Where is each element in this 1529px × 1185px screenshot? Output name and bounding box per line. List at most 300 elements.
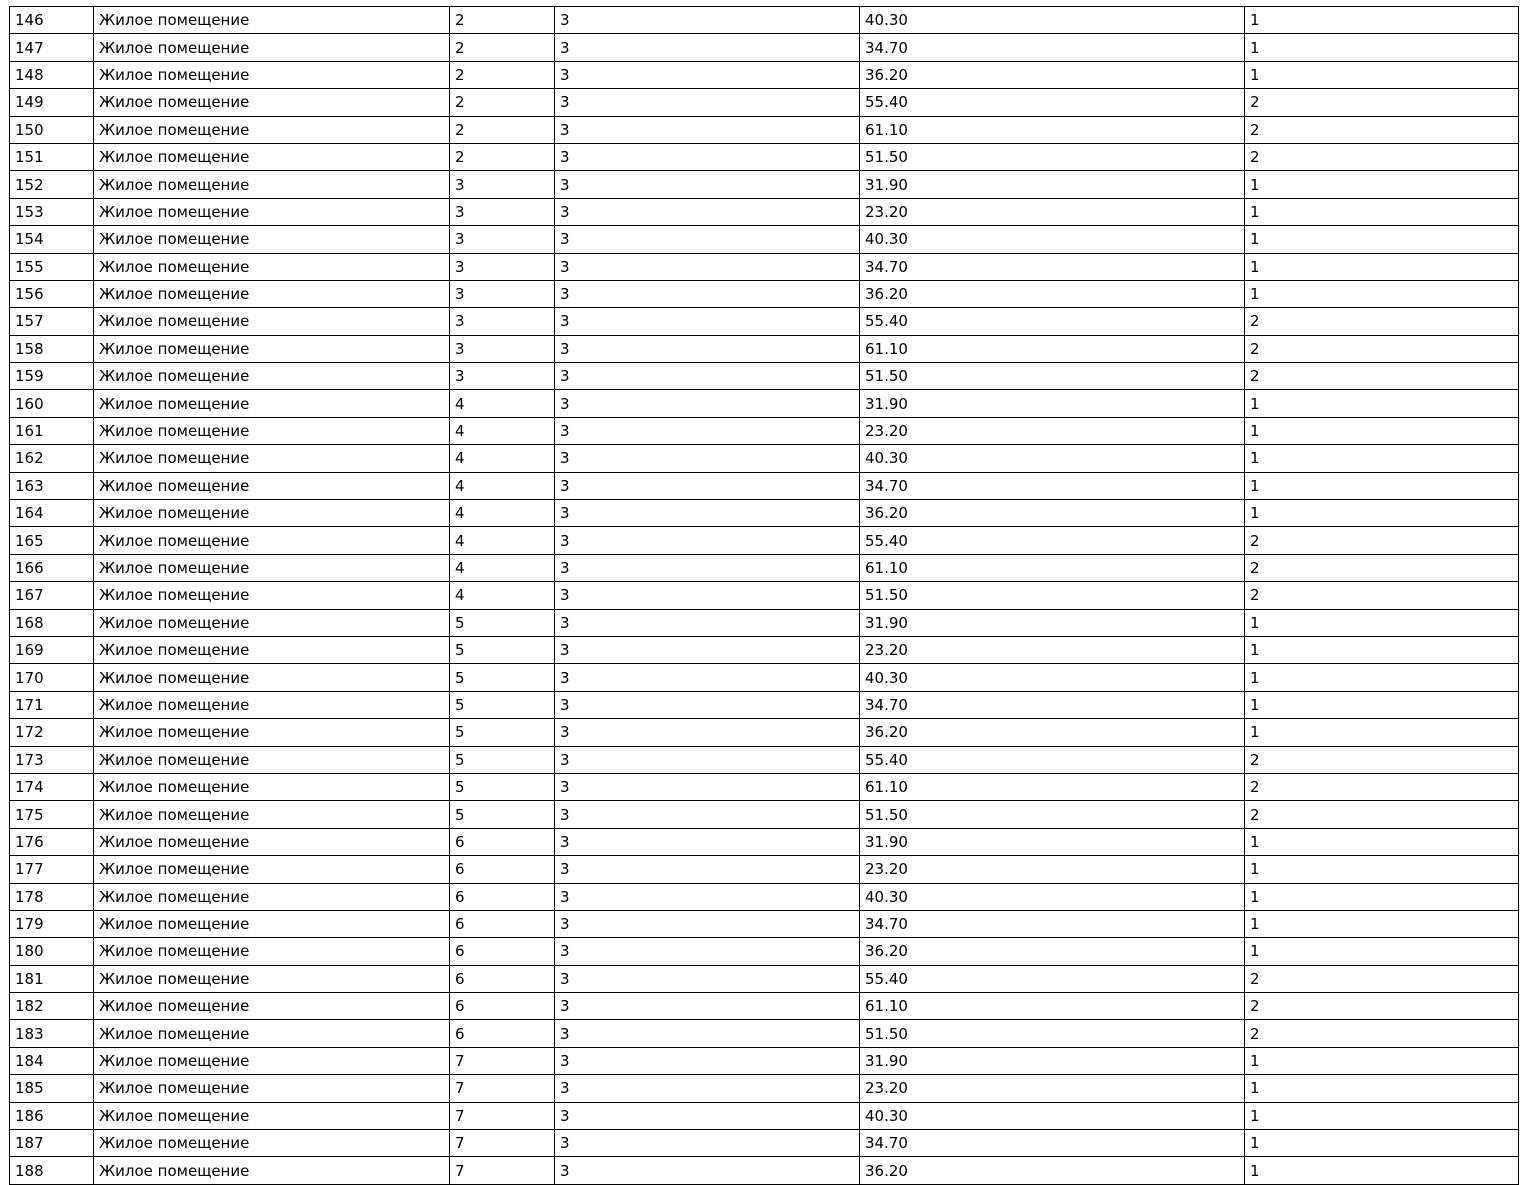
cell-num: 181 [10,965,94,992]
table-row [10,938,1519,965]
cell-type: Жилое помещение [94,143,450,170]
cell-rooms: 1 [1245,1102,1519,1129]
cell-area: 36.20 [860,61,1245,88]
cell-num: 148 [10,61,94,88]
cell-num: 186 [10,1102,94,1129]
cell-floor: 6 [450,993,555,1020]
cell-type: Жилое помещение [94,883,450,910]
cell-num: 174 [10,773,94,800]
cell-num: 179 [10,910,94,937]
cell-area: 40.30 [860,7,1245,34]
cell-rooms: 2 [1245,116,1519,143]
cell-num: 151 [10,143,94,170]
cell-area: 61.10 [860,993,1245,1020]
cell-num: 187 [10,1130,94,1157]
cell-num: 172 [10,719,94,746]
cell-rooms: 1 [1245,828,1519,855]
cell-level: 3 [555,636,860,663]
cell-floor: 6 [450,965,555,992]
cell-floor: 4 [450,472,555,499]
cell-num: 166 [10,554,94,581]
cell-floor: 6 [450,938,555,965]
cell-num: 169 [10,636,94,663]
cell-type: Жилое помещение [94,308,450,335]
cell-floor: 7 [450,1157,555,1184]
cell-floor: 6 [450,856,555,883]
cell-type: Жилое помещение [94,582,450,609]
cell-area: 61.10 [860,773,1245,800]
cell-level: 3 [555,390,860,417]
cell-num: 167 [10,582,94,609]
cell-area: 23.20 [860,1075,1245,1102]
cell-type: Жилое помещение [94,116,450,143]
cell-type: Жилое помещение [94,1020,450,1047]
cell-num: 164 [10,500,94,527]
cell-floor: 5 [450,691,555,718]
cell-rooms: 1 [1245,1130,1519,1157]
cell-area: 34.70 [860,253,1245,280]
cell-area: 34.70 [860,691,1245,718]
cell-rooms: 2 [1245,308,1519,335]
cell-type: Жилое помещение [94,1102,450,1129]
cell-type: Жилое помещение [94,773,450,800]
cell-area: 55.40 [860,308,1245,335]
cell-num: 152 [10,171,94,198]
table-row [10,965,1519,992]
cell-level: 3 [555,500,860,527]
cell-type: Жилое помещение [94,527,450,554]
cell-type: Жилое помещение [94,280,450,307]
cell-area: 40.30 [860,883,1245,910]
cell-num: 170 [10,664,94,691]
cell-rooms: 1 [1245,691,1519,718]
cell-rooms: 2 [1245,582,1519,609]
cell-type: Жилое помещение [94,198,450,225]
cell-num: 171 [10,691,94,718]
cell-rooms: 1 [1245,198,1519,225]
cell-level: 3 [555,965,860,992]
table-row [10,746,1519,773]
cell-level: 3 [555,1020,860,1047]
cell-rooms: 2 [1245,801,1519,828]
cell-level: 3 [555,856,860,883]
cell-level: 3 [555,445,860,472]
cell-type: Жилое помещение [94,691,450,718]
cell-floor: 3 [450,280,555,307]
cell-rooms: 1 [1245,472,1519,499]
cell-level: 3 [555,253,860,280]
cell-rooms: 1 [1245,280,1519,307]
cell-rooms: 2 [1245,965,1519,992]
cell-rooms: 1 [1245,445,1519,472]
cell-type: Жилое помещение [94,719,450,746]
cell-area: 23.20 [860,856,1245,883]
table-row [10,308,1519,335]
premises-table [9,6,1519,1185]
cell-level: 3 [555,1047,860,1074]
cell-rooms: 2 [1245,554,1519,581]
cell-level: 3 [555,746,860,773]
cell-num: 176 [10,828,94,855]
cell-floor: 4 [450,527,555,554]
cell-level: 3 [555,417,860,444]
table-row [10,883,1519,910]
cell-level: 3 [555,527,860,554]
cell-type: Жилое помещение [94,7,450,34]
cell-floor: 2 [450,143,555,170]
cell-level: 3 [555,198,860,225]
cell-floor: 4 [450,390,555,417]
cell-floor: 2 [450,89,555,116]
table-row [10,7,1519,34]
cell-floor: 2 [450,61,555,88]
cell-area: 55.40 [860,527,1245,554]
cell-rooms: 1 [1245,390,1519,417]
cell-rooms: 2 [1245,363,1519,390]
cell-type: Жилое помещение [94,1047,450,1074]
cell-floor: 6 [450,883,555,910]
cell-rooms: 1 [1245,883,1519,910]
cell-num: 147 [10,34,94,61]
cell-num: 185 [10,1075,94,1102]
cell-area: 61.10 [860,335,1245,362]
cell-level: 3 [555,554,860,581]
cell-type: Жилое помещение [94,226,450,253]
cell-floor: 7 [450,1102,555,1129]
table-row [10,1157,1519,1184]
table-row [10,89,1519,116]
cell-type: Жилое помещение [94,89,450,116]
cell-floor: 2 [450,7,555,34]
cell-floor: 7 [450,1130,555,1157]
cell-rooms: 1 [1245,417,1519,444]
cell-rooms: 1 [1245,856,1519,883]
cell-type: Жилое помещение [94,1130,450,1157]
cell-floor: 5 [450,801,555,828]
table-row [10,1130,1519,1157]
cell-level: 3 [555,664,860,691]
cell-type: Жилое помещение [94,253,450,280]
cell-num: 188 [10,1157,94,1184]
cell-area: 31.90 [860,828,1245,855]
cell-num: 160 [10,390,94,417]
table-row [10,445,1519,472]
cell-floor: 3 [450,335,555,362]
cell-level: 3 [555,34,860,61]
cell-type: Жилое помещение [94,34,450,61]
cell-area: 36.20 [860,1157,1245,1184]
cell-rooms: 1 [1245,7,1519,34]
table-row [10,582,1519,609]
cell-rooms: 1 [1245,34,1519,61]
cell-num: 162 [10,445,94,472]
cell-level: 3 [555,883,860,910]
cell-area: 61.10 [860,116,1245,143]
cell-type: Жилое помещение [94,390,450,417]
table-row [10,910,1519,937]
cell-rooms: 1 [1245,1075,1519,1102]
cell-rooms: 1 [1245,226,1519,253]
cell-type: Жилое помещение [94,500,450,527]
cell-level: 3 [555,363,860,390]
cell-area: 40.30 [860,226,1245,253]
cell-level: 3 [555,171,860,198]
cell-num: 177 [10,856,94,883]
cell-num: 157 [10,308,94,335]
cell-num: 154 [10,226,94,253]
cell-level: 3 [555,1075,860,1102]
table-row [10,500,1519,527]
cell-floor: 5 [450,746,555,773]
cell-floor: 3 [450,253,555,280]
cell-area: 36.20 [860,280,1245,307]
cell-area: 31.90 [860,609,1245,636]
cell-floor: 6 [450,1020,555,1047]
cell-rooms: 2 [1245,993,1519,1020]
cell-num: 149 [10,89,94,116]
table-row [10,198,1519,225]
cell-type: Жилое помещение [94,171,450,198]
cell-type: Жилое помещение [94,1157,450,1184]
cell-floor: 5 [450,719,555,746]
cell-floor: 3 [450,198,555,225]
cell-area: 40.30 [860,445,1245,472]
table-row [10,1102,1519,1129]
cell-rooms: 2 [1245,143,1519,170]
cell-floor: 4 [450,500,555,527]
cell-rooms: 1 [1245,938,1519,965]
cell-area: 40.30 [860,1102,1245,1129]
cell-level: 3 [555,335,860,362]
cell-num: 168 [10,609,94,636]
cell-level: 3 [555,1102,860,1129]
cell-floor: 6 [450,828,555,855]
cell-area: 23.20 [860,417,1245,444]
cell-type: Жилое помещение [94,636,450,663]
table-row [10,828,1519,855]
cell-num: 146 [10,7,94,34]
cell-type: Жилое помещение [94,746,450,773]
table-row [10,1047,1519,1074]
cell-floor: 6 [450,910,555,937]
cell-num: 182 [10,993,94,1020]
table-row [10,363,1519,390]
cell-num: 180 [10,938,94,965]
cell-rooms: 1 [1245,1157,1519,1184]
cell-floor: 2 [450,34,555,61]
cell-floor: 5 [450,664,555,691]
cell-rooms: 1 [1245,1047,1519,1074]
document-page [0,6,1529,1185]
cell-rooms: 1 [1245,171,1519,198]
cell-level: 3 [555,7,860,34]
cell-rooms: 1 [1245,636,1519,663]
table-row [10,801,1519,828]
cell-rooms: 2 [1245,773,1519,800]
cell-area: 55.40 [860,89,1245,116]
cell-floor: 7 [450,1047,555,1074]
cell-type: Жилое помещение [94,801,450,828]
cell-num: 161 [10,417,94,444]
cell-num: 163 [10,472,94,499]
table-body [10,7,1519,1185]
cell-area: 36.20 [860,500,1245,527]
cell-area: 55.40 [860,965,1245,992]
cell-level: 3 [555,226,860,253]
cell-type: Жилое помещение [94,664,450,691]
cell-type: Жилое помещение [94,417,450,444]
cell-area: 51.50 [860,143,1245,170]
cell-level: 3 [555,1130,860,1157]
cell-level: 3 [555,280,860,307]
cell-type: Жилое помещение [94,993,450,1020]
table-row [10,1020,1519,1047]
cell-area: 40.30 [860,664,1245,691]
cell-num: 156 [10,280,94,307]
cell-area: 23.20 [860,636,1245,663]
cell-level: 3 [555,89,860,116]
cell-type: Жилое помещение [94,554,450,581]
cell-floor: 3 [450,308,555,335]
cell-level: 3 [555,308,860,335]
cell-num: 155 [10,253,94,280]
cell-area: 31.90 [860,1047,1245,1074]
cell-level: 3 [555,691,860,718]
table-row [10,773,1519,800]
cell-type: Жилое помещение [94,910,450,937]
cell-level: 3 [555,773,860,800]
cell-level: 3 [555,609,860,636]
table-row [10,472,1519,499]
cell-area: 51.50 [860,801,1245,828]
cell-level: 3 [555,801,860,828]
cell-area: 34.70 [860,910,1245,937]
cell-rooms: 2 [1245,89,1519,116]
table-row [10,1075,1519,1102]
cell-floor: 4 [450,445,555,472]
cell-num: 175 [10,801,94,828]
table-row [10,719,1519,746]
cell-level: 3 [555,910,860,937]
cell-level: 3 [555,116,860,143]
cell-num: 183 [10,1020,94,1047]
cell-rooms: 1 [1245,910,1519,937]
cell-rooms: 2 [1245,335,1519,362]
cell-level: 3 [555,582,860,609]
cell-area: 51.50 [860,582,1245,609]
cell-floor: 4 [450,554,555,581]
cell-level: 3 [555,143,860,170]
cell-floor: 4 [450,582,555,609]
cell-num: 159 [10,363,94,390]
cell-rooms: 1 [1245,500,1519,527]
cell-floor: 3 [450,171,555,198]
cell-rooms: 2 [1245,746,1519,773]
cell-level: 3 [555,472,860,499]
cell-type: Жилое помещение [94,472,450,499]
cell-level: 3 [555,61,860,88]
cell-floor: 7 [450,1075,555,1102]
cell-type: Жилое помещение [94,363,450,390]
table-row [10,335,1519,362]
table-row [10,417,1519,444]
table-row [10,390,1519,417]
cell-level: 3 [555,719,860,746]
cell-num: 173 [10,746,94,773]
cell-area: 36.20 [860,938,1245,965]
cell-num: 153 [10,198,94,225]
table-row [10,116,1519,143]
cell-area: 61.10 [860,554,1245,581]
cell-level: 3 [555,828,860,855]
cell-rooms: 2 [1245,527,1519,554]
table-row [10,171,1519,198]
cell-area: 51.50 [860,1020,1245,1047]
cell-num: 178 [10,883,94,910]
cell-type: Жилое помещение [94,445,450,472]
cell-area: 34.70 [860,472,1245,499]
cell-level: 3 [555,993,860,1020]
cell-floor: 5 [450,773,555,800]
table-row [10,636,1519,663]
cell-floor: 5 [450,609,555,636]
cell-rooms: 1 [1245,253,1519,280]
cell-area: 31.90 [860,171,1245,198]
table-row [10,664,1519,691]
cell-num: 165 [10,527,94,554]
cell-area: 51.50 [860,363,1245,390]
cell-area: 23.20 [860,198,1245,225]
table-row [10,61,1519,88]
cell-area: 34.70 [860,34,1245,61]
cell-type: Жилое помещение [94,938,450,965]
cell-rooms: 2 [1245,1020,1519,1047]
cell-area: 55.40 [860,746,1245,773]
cell-type: Жилое помещение [94,335,450,362]
cell-floor: 3 [450,226,555,253]
table-row [10,993,1519,1020]
table-row [10,609,1519,636]
cell-rooms: 1 [1245,61,1519,88]
table-row [10,691,1519,718]
cell-area: 36.20 [860,719,1245,746]
table-row [10,34,1519,61]
table-row [10,554,1519,581]
cell-num: 184 [10,1047,94,1074]
cell-type: Жилое помещение [94,609,450,636]
cell-type: Жилое помещение [94,965,450,992]
cell-floor: 2 [450,116,555,143]
cell-rooms: 1 [1245,609,1519,636]
cell-rooms: 1 [1245,664,1519,691]
cell-level: 3 [555,1157,860,1184]
cell-num: 158 [10,335,94,362]
cell-type: Жилое помещение [94,828,450,855]
cell-area: 31.90 [860,390,1245,417]
table-row [10,226,1519,253]
cell-type: Жилое помещение [94,856,450,883]
cell-type: Жилое помещение [94,61,450,88]
table-row [10,143,1519,170]
cell-type: Жилое помещение [94,1075,450,1102]
table-row [10,856,1519,883]
cell-rooms: 1 [1245,719,1519,746]
table-row [10,280,1519,307]
cell-floor: 5 [450,636,555,663]
cell-level: 3 [555,938,860,965]
table-row [10,253,1519,280]
cell-num: 150 [10,116,94,143]
